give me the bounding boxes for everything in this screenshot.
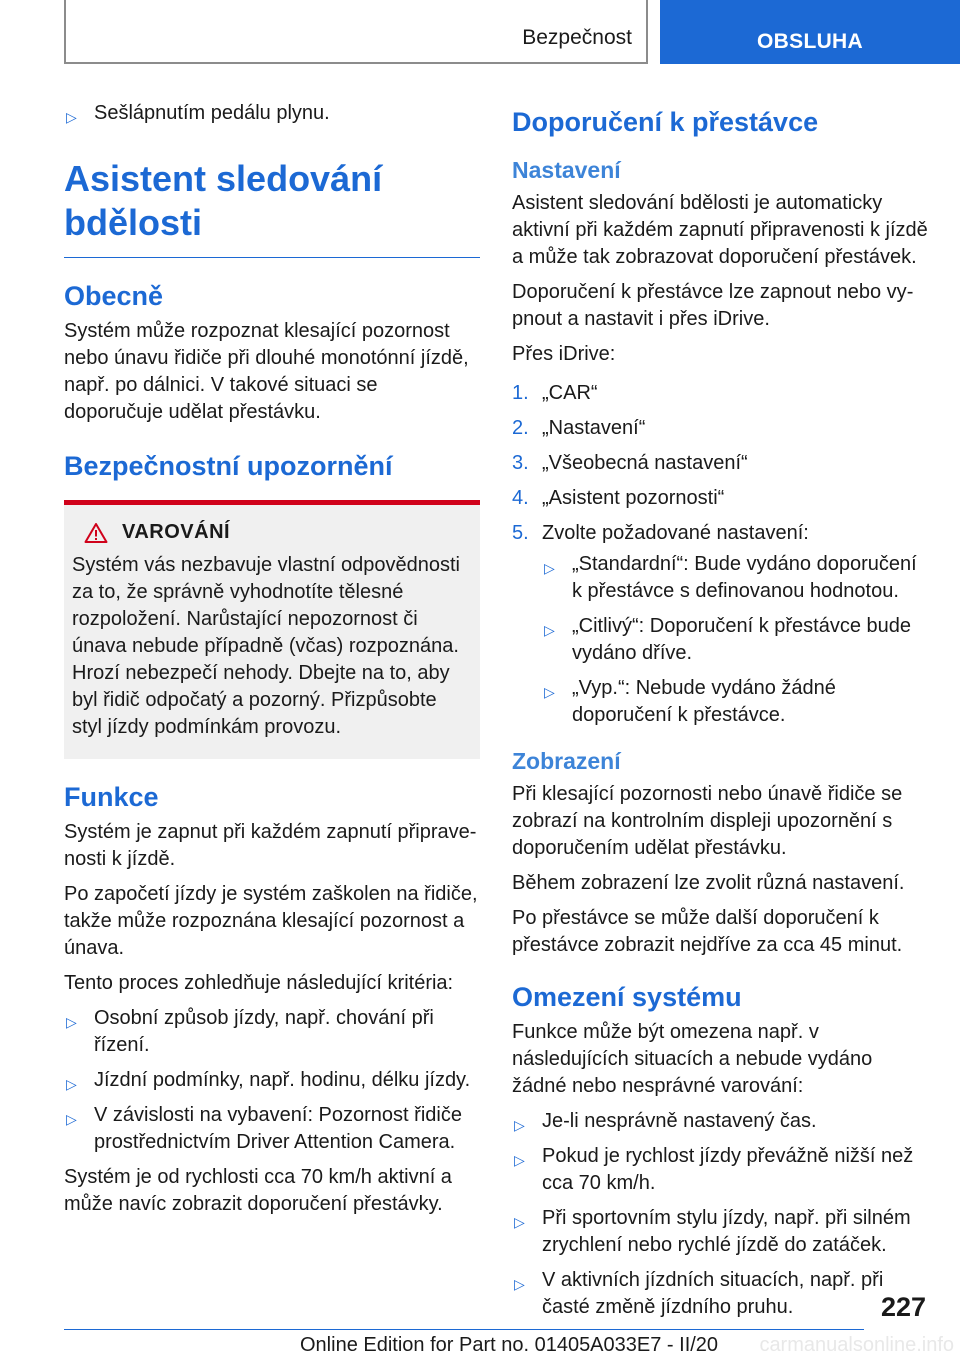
settings-text-2: Doporučení k přestávce lze zapnout nebo vypnout a nastavit i přes iDrive.	[512, 281, 914, 330]
list-item	[64, 100, 480, 127]
limits-text: Funkce může být omezena např. v následujících situacích a nebude vydáno žádné nebo nesprávné varování:	[512, 1021, 873, 1097]
header-tab-label: OBSLUHA	[757, 30, 863, 53]
step-text: „Nastavení“	[542, 417, 646, 439]
list-item	[512, 1205, 928, 1259]
display-text-2: Během zobrazení lze zvolit různá nastavení.	[512, 872, 905, 894]
list-item	[512, 1108, 928, 1135]
watermark: carmanualsonline.info	[759, 1334, 954, 1356]
page-title: Asistent sledování bdělosti	[64, 157, 480, 258]
idrive-steps	[512, 380, 928, 729]
triangle-bullet-icon: ▷	[514, 1214, 525, 1230]
general-heading: Obecně	[64, 281, 164, 311]
list-item	[542, 675, 928, 729]
list-item-text: Je-li nesprávně nastavený čas.	[542, 1110, 817, 1132]
display-text-3: Po přestávce se může další doporučení k přestávce zobrazit nejdříve za cca 45 minut.	[512, 907, 903, 956]
step-text: Zvolte požadované nastavení:	[542, 522, 809, 544]
step-item	[512, 415, 928, 442]
list-item	[64, 1102, 480, 1156]
function-text-3: Tento proces zohledňuje následující kritéria:	[64, 972, 454, 994]
step-number: 2.	[512, 417, 529, 439]
step-number: 3.	[512, 452, 529, 474]
triangle-bullet-icon: ▷	[544, 560, 555, 576]
list-item-text: V závislosti na vybavení: Pozornost řidiče prostřednictvím Driver Attention Camera.	[94, 1104, 462, 1153]
left-column	[64, 100, 480, 1226]
list-item-text: „Citlivý“: Doporučení k přestávce bude vydáno dříve.	[572, 615, 912, 664]
page-number: 227	[880, 1292, 926, 1322]
step-item	[512, 450, 928, 477]
right-column	[512, 100, 928, 1329]
triangle-bullet-icon: ▷	[514, 1276, 525, 1292]
setting-options-list	[542, 551, 928, 729]
triangle-bullet-icon: ▷	[544, 622, 555, 638]
break-recommendation-heading: Doporučení k přestávce	[512, 107, 819, 137]
list-item	[512, 1267, 928, 1321]
list-item-text: V aktivních jízdních situacích, např. při časté změně jízdního pruhu.	[542, 1269, 884, 1318]
step-item	[512, 380, 928, 407]
warning-title: VAROVÁNÍ	[122, 521, 231, 543]
warning-triangle-icon	[84, 522, 108, 544]
triangle-bullet-icon: ▷	[66, 1076, 77, 1092]
triangle-bullet-icon: ▷	[514, 1117, 525, 1133]
list-item	[512, 1143, 928, 1197]
list-item-text: „Vyp.“: Nebude vydáno žádné doporučení k přestávce.	[572, 677, 836, 726]
intro-bullets	[64, 100, 480, 127]
list-item-text: „Standardní“: Bude vydáno doporučení k přestávce s definovanou hodnotou.	[572, 553, 917, 602]
list-item-text: Pokud je rychlost jízdy převážně nižší než cca 70 km/h.	[542, 1145, 914, 1194]
footer-divider	[64, 1329, 864, 1330]
display-text-1: Při klesající pozornosti nebo únavě řidiče se zobrazí na kontrolním displeji upozornění s doporučením udělat přestávku.	[512, 783, 903, 859]
safety-heading: Bezpečnostní upozornění	[64, 451, 393, 481]
criteria-list	[64, 1005, 480, 1156]
step-text: „Všeobecná nastavení“	[542, 452, 748, 474]
list-item-text: Při sportovním stylu jízdy, např. při silném zrychlení nebo rychlé jízdě do zatáček.	[542, 1207, 911, 1256]
display-heading: Zobrazení	[512, 748, 621, 774]
list-item	[64, 1067, 480, 1094]
settings-text-3: Přes iDrive:	[512, 343, 616, 365]
footer-edition: Online Edition for Part no. 01405A033E7 - II/20	[300, 1334, 719, 1356]
list-item	[64, 1005, 480, 1059]
step-number: 5.	[512, 522, 529, 544]
step-text: „CAR“	[542, 382, 598, 404]
list-item-text: Jízdní podmínky, např. hodinu, délku jízdy.	[94, 1069, 471, 1091]
header-section-label: Bezpečnost	[522, 26, 632, 49]
warning-text: Systém vás nezbavuje vlastní odpovědnosti za to, že správně vyhodnotíte tělesné rozpoložení. Narůstající nepozornost či únava nebude případně (včas) rozpoznána. Hrozí nebezpečí nehody. Dbejte na to, aby byl řidič odpočatý a pozorný. Přizpůsobte styl jízdy podmínkám provozu.	[72, 554, 460, 738]
header-chapter-tab[interactable]	[660, 0, 960, 64]
step-item	[512, 485, 928, 512]
function-text-2: Po započetí jízdy je systém zaškolen na řidiče, takže může rozpoznána klesající pozornost a únava.	[64, 883, 478, 959]
step-number: 4.	[512, 487, 529, 509]
list-item	[542, 613, 928, 667]
limits-list	[512, 1108, 928, 1321]
function-text-4: Systém je od rychlosti cca 70 km/h aktivní a může navíc zobrazit doporučení přestávky.	[64, 1166, 452, 1215]
settings-heading: Nastavení	[512, 157, 621, 183]
step-item	[512, 520, 928, 729]
header-frame	[64, 0, 648, 64]
triangle-bullet-icon: ▷	[66, 1014, 77, 1030]
triangle-bullet-icon: ▷	[66, 109, 77, 125]
step-text: „Asistent pozornosti“	[542, 487, 725, 509]
list-item-text: Osobní způsob jízdy, např. chování při řízení.	[94, 1007, 434, 1056]
general-text: Systém může rozpoznat klesající pozornost nebo únavu řidiče při dlouhé monotónní jízdě, např. po dálnici. V takové situaci se doporučuje udělat přestávku.	[64, 320, 469, 423]
function-heading: Funkce	[64, 782, 159, 812]
system-limits-heading: Omezení systému	[512, 982, 742, 1012]
function-text-1: Systém je zapnut při každém zapnutí připravenosti k jízdě.	[64, 821, 477, 870]
triangle-bullet-icon: ▷	[514, 1152, 525, 1168]
triangle-bullet-icon: ▷	[66, 1111, 77, 1127]
settings-text-1: Asistent sledování bdělosti je automaticky aktivní při každém zapnutí připravenosti k jízdě a může tak zobrazovat doporučení přestávek.	[512, 192, 928, 268]
step-number: 1.	[512, 382, 529, 404]
list-item-text: Sešlápnutím pedálu plynu.	[94, 102, 330, 124]
warning-box	[64, 500, 480, 759]
triangle-bullet-icon: ▷	[544, 684, 555, 700]
list-item	[542, 551, 928, 605]
